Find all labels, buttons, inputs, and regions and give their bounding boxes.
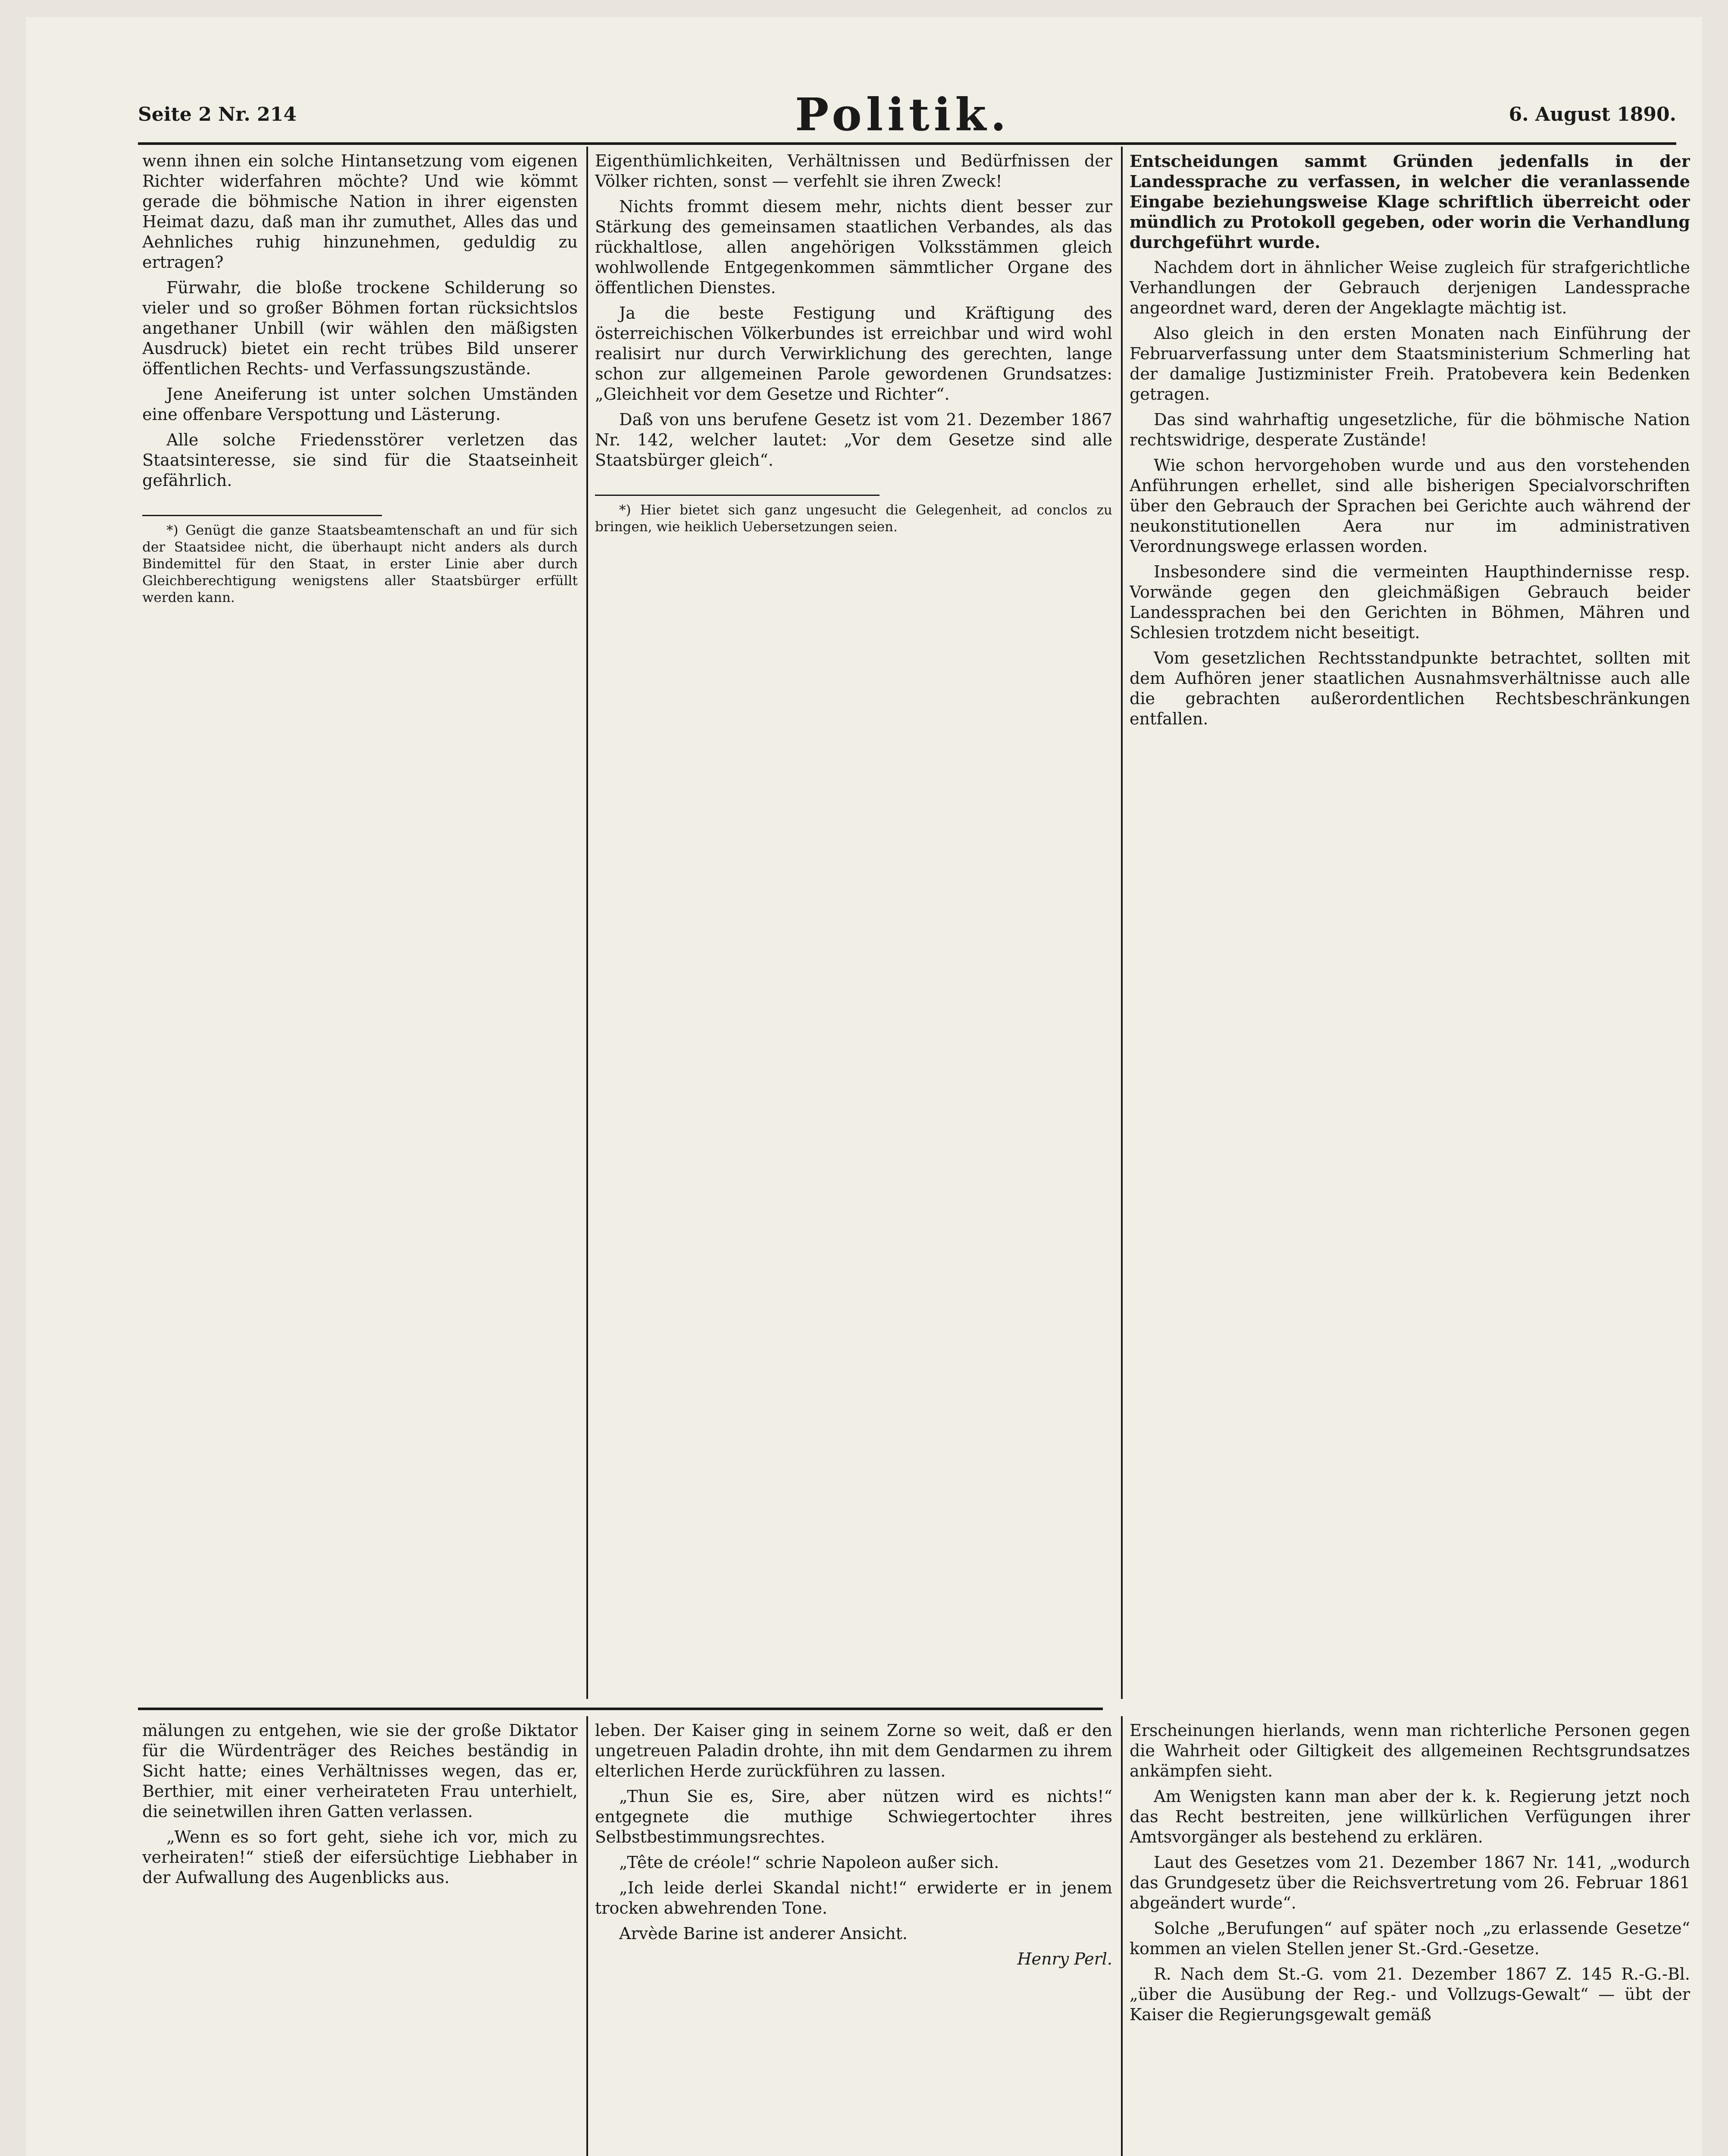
upper-column-2	[595, 151, 1112, 1695]
paragraph: Fürwahr, die bloße trockene Schilderung so vieler und so großer Böhmen fortan rücksichtslos angethaner Unbill (wir wählen den mäßigsten Ausdruck) bietet ein recht trübes Bild unserer öffentlichen Rechts- und Verfassungszustände.	[142, 278, 578, 378]
column-divider	[1121, 147, 1123, 1699]
section-title: Politik.	[795, 88, 1011, 141]
lower-column-1	[142, 1720, 578, 2156]
paragraph: Am Wenigsten kann man aber der k. k. Regierung jetzt noch das Recht bestreiten, jene willkürlichen Verfügungen ihrer Amtsvorgänger als bestehend zu erklären.	[1130, 1787, 1690, 1846]
header-rule	[138, 142, 1676, 145]
paragraph: Erscheinungen hierlands, wenn man richterliche Personen gegen die Wahrheit oder Giltigkeit des allgemeinen Rechtsgrundsatzes ankämpfen sieht.	[1130, 1721, 1690, 1780]
footnote: *) Hier bietet sich ganz ungesucht die Gelegenheit, ad conclos zu bringen, wie heiklich Uebersetzungen seien.	[595, 502, 1112, 535]
lower-column-2	[595, 1720, 1112, 2156]
paragraph: Eigenthümlichkeiten, Verhältnissen und Bedürfnissen der Völker richten, sonst — verfehlt sie ihren Zweck!	[595, 151, 1112, 191]
upper-column-3	[1130, 151, 1690, 1695]
column-divider	[586, 147, 588, 1699]
issue-date: 6. August 1890.	[1509, 103, 1676, 125]
paragraph: Solche „Berufungen“ auf später noch „zu erlassende Gesetze“ kommen an vielen Stellen jener St.-Grd.-Gesetze.	[1130, 1919, 1690, 1958]
paragraph: „Ich leide derlei Skandal nicht!“ erwiderte er in jenem trocken abwehrenden Tone.	[595, 1878, 1112, 1918]
paragraph: „Wenn es so fort geht, siehe ich vor, mich zu verheiraten!“ stieß der eifersüchtige Liebhaber in der Aufwallung des Augenblicks aus.	[142, 1827, 578, 1887]
paragraph: Entscheidungen sammt Gründen jedenfalls in der Landessprache zu verfassen, in welcher die veranlassende Eingabe beziehungsweise Klage schriftlich überreicht oder mündlich zu Protokoll gegeben, oder worin die Verhandlung durchgeführt wurde.	[1130, 151, 1690, 252]
paragraph: Jene Aneiferung ist unter solchen Umständen eine offenbare Verspottung und Lästerung.	[142, 385, 578, 424]
lower-column-3	[1130, 1720, 1690, 2156]
masthead	[138, 88, 1676, 141]
paragraph: Also gleich in den ersten Monaten nach Einführung der Februarverfassung unter dem Staatsministerium Schmerling hat der damalige Justizminister Freih. Pratobevera kein Bedenken getragen.	[1130, 324, 1690, 404]
footnote-rule	[595, 495, 880, 496]
paragraph: Vom gesetzlichen Rechtsstandpunkte betrachtet, sollten mit dem Aufhören jener staatlichen Ausnahmsverhältnisse auch alle die gebrachten außerordentlichen Rechtsbeschränkungen entfallen.	[1130, 649, 1690, 728]
upper-column-1	[142, 151, 578, 1695]
paragraph: wenn ihnen ein solche Hintansetzung vom eigenen Richter widerfahren möchte? Und wie kömmt gerade die böhmische Nation in ihrer eigensten Heimat dazu, daß man ihr zumuthet, Alles das und Aehnliches ruhig hinzunehmen, geduldig zu ertragen?	[142, 151, 578, 272]
paragraph: Laut des Gesetzes vom 21. Dezember 1867 Nr. 141, „wodurch das Grundgesetz über die Reichsvertretung vom 26. Februar 1861 abgeändert wurde“.	[1130, 1853, 1690, 1912]
footnote: *) Genügt die ganze Staatsbeamtenschaft an und für sich der Staatsidee nicht, die überhaupt nicht anders als durch Bindemittel für den Staat, in erster Linie aber durch Gleichberechtigung wenigstens aller Staatsbürger erfüllt werden kann.	[142, 523, 578, 605]
paragraph: mälungen zu entgehen, wie sie der große Diktator für die Würdenträger des Reiches beständig in Sicht hatte; eines Verhältnisses wegen, das er, Berthier, mit einer verheirateten Frau unterhielt, die seinetwillen ihren Gatten verlassen.	[142, 1721, 578, 1821]
paragraph: „Thun Sie es, Sire, aber nützen wird es nichts!“ entgegnete die muthige Schwiegertochter ihres Selbstbestimmungsrechtes.	[595, 1787, 1112, 1846]
paragraph: „Tête de créole!“ schrie Napoleon außer sich.	[619, 1853, 999, 1872]
author-signature: Henry Perl.	[1017, 1949, 1112, 1968]
paragraph: Daß von uns berufene Gesetz ist vom 21. Dezember 1867 Nr. 142, welcher lautet: „Vor dem Gesetze sind alle Staatsbürger gleich“.	[595, 410, 1112, 470]
paragraph: Arvède Barine ist anderer Ansicht.	[619, 1924, 908, 1943]
column-divider	[586, 1716, 588, 2156]
paragraph: Alle solche Friedensstörer verletzen das Staatsinteresse, sie sind für die Staatseinheit gefährlich.	[142, 430, 578, 490]
footnote-rule	[142, 515, 382, 516]
feuilleton-rule	[138, 1708, 1103, 1710]
paragraph: R. Nach dem St.-G. vom 21. Dezember 1867 Z. 145 R.-G.-Bl. „über die Ausübung der Reg.- und Vollzugs-Gewalt“ — übt der Kaiser die Regierungsgewalt gemäß	[1130, 1965, 1690, 2024]
paragraph: Nachdem dort in ähnlicher Weise zugleich für strafgerichtliche Verhandlungen der Gebrauch derjenigen Landessprache angeordnet ward, deren der Angeklagte mächtig ist.	[1130, 258, 1690, 317]
paragraph: Wie schon hervorgehoben wurde und aus den vorstehenden Anführungen erhellet, sind alle bisherigen Specialvorschriften über den Gebrauch der Sprachen bei Gerichte auch während der neukonstitutionellen Aera nur im administrativen Verordnungswege erlassen worden.	[1130, 456, 1690, 556]
paragraph: Nichts frommt diesem mehr, nichts dient besser zur Stärkung des gemeinsamen staatlichen Verbandes, als das rückhaltlose, allen angehörigen Volksstämmen gleich wohlwollende Entgegenkommen sämmtlicher Organe des öffentlichen Dienstes.	[595, 197, 1112, 297]
paragraph: leben. Der Kaiser ging in seinem Zorne so weit, daß er den ungetreuen Paladin drohte, ihn mit dem Gendarmen zu ihrem elterlichen Herde zurückführen zu lassen.	[595, 1721, 1112, 1780]
newspaper-page	[26, 17, 1702, 2156]
paragraph: Ja die beste Festigung und Kräftigung des österreichischen Völkerbundes ist erreichbar und wird wohl realisirt nur durch Verwirklichung des gerechten, lange schon zur allgemeinen Parole gewordenen Grundsatzes: „Gleichheit vor dem Gesetze und Richter“.	[595, 304, 1112, 404]
paragraph: Insbesondere sind die vermeinten Haupthindernisse resp. Vorwände gegen den gleichmäßigen Gebrauch beider Landessprachen bei den Gerichten in Böhmen, Mähren und Schlesien trotzdem nicht beseitigt.	[1130, 562, 1690, 642]
paragraph: Das sind wahrhaftig ungesetzliche, für die böhmische Nation rechtswidrige, desperate Zustände!	[1130, 410, 1690, 449]
column-divider	[1121, 1716, 1123, 2156]
page-label: Seite 2 Nr. 214	[138, 103, 297, 125]
